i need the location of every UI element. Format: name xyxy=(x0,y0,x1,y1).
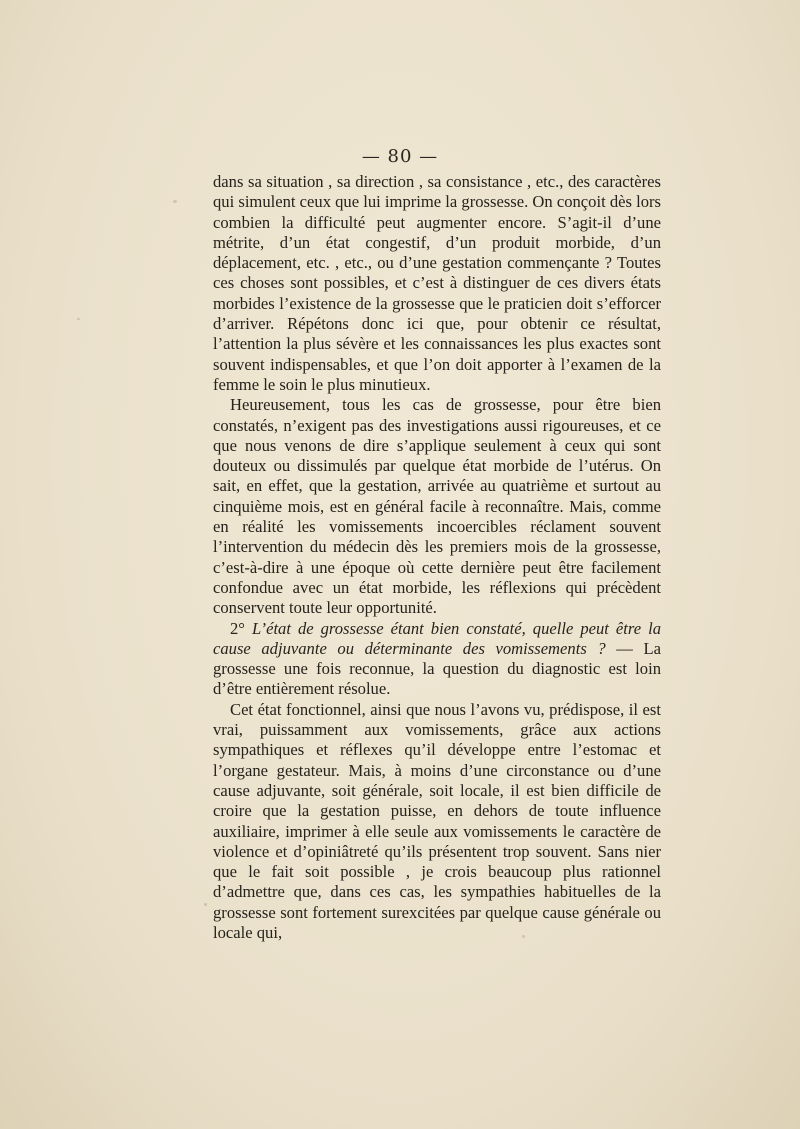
paper-speck xyxy=(77,318,80,320)
section-heading: L’état de grossesse étant bien constaté, quelle peut être la cause adjuvante ou déterminante des vomissements ? xyxy=(213,618,661,658)
paper-speck xyxy=(173,200,177,203)
paragraph: Heureusement, tous les cas de grossesse, pour être bien constatés, n’exigent pas des investigations aussi rigoureuses, et ce que nous venons de dire s’applique seulement à ceux qui sont douteux ou dissimulés par quelque état morbide de l’utérus. On sait, en effet, que la gestation, arrivée au quatrième et surtout au cinquième mois, est en général facile à reconnaître. Mais, comme en réalité les vomissements incoercibles réclament souvent l’intervention du médecin dès les premiers mois de la grossesse, c’est-à-dire à une époque où cette dernière peut être facilement confondue avec un état morbide, les réflexions qui précèdent conservent toute leur opportunité. xyxy=(213,395,661,618)
page-number: — 80 — xyxy=(361,146,439,167)
paragraph-text: — La grossesse une fois reconnue, la question du diagnostic est loin d’être entièrement résolue. xyxy=(213,638,661,699)
paper-speck xyxy=(204,903,207,906)
body-text xyxy=(213,172,661,943)
paragraph xyxy=(213,619,661,700)
paragraph: Cet état fonctionnel, ainsi que nous l’avons vu, prédispose, il est vrai, puissamment aux vomissements, grâce aux actions sympathiques et réflexes qu’il développe entre l’estomac et l’organe gestateur. Mais, à moins d’une circonstance ou d’une cause adjuvante, soit générale, soit locale, il est bien difficile de croire que la gestation puisse, en dehors de toute influence auxiliaire, imprimer à elle seule aux vomissements le caractère de violence et d’opiniâtreté qu’ils présentent trop souvent. Sans nier que le fait soit possible , je crois beaucoup plus rationnel d’admettre que, dans ces cas, les sympathies habituelles de la grossesse sont fortement surexcitées par quelque cause générale ou locale qui, xyxy=(213,699,661,942)
paragraph: dans sa situation , sa direction , sa consistance , etc., des caractères qui simulent ceux que lui imprime la grossesse. On conçoit dès lors combien la difficulté peut augmenter encore. S’agit-il d’une métrite, d’un état congestif, d’un produit morbide, d’un déplacement, etc. , etc., ou d’une gestation commençante ? Toutes ces choses sont possibles, et c’est à distinguer de ces divers états morbides l’existence de la grossesse que le praticien doit s’efforcer d’arriver. Répétons donc ici que, pour obtenir ce résultat, l’attention la plus sévère et les connaissances les plus exactes sont souvent indispensables, et que l’on doit apporter à l’examen de la femme le soin le plus minutieux. xyxy=(213,172,661,394)
section-number: 2° xyxy=(230,618,245,638)
